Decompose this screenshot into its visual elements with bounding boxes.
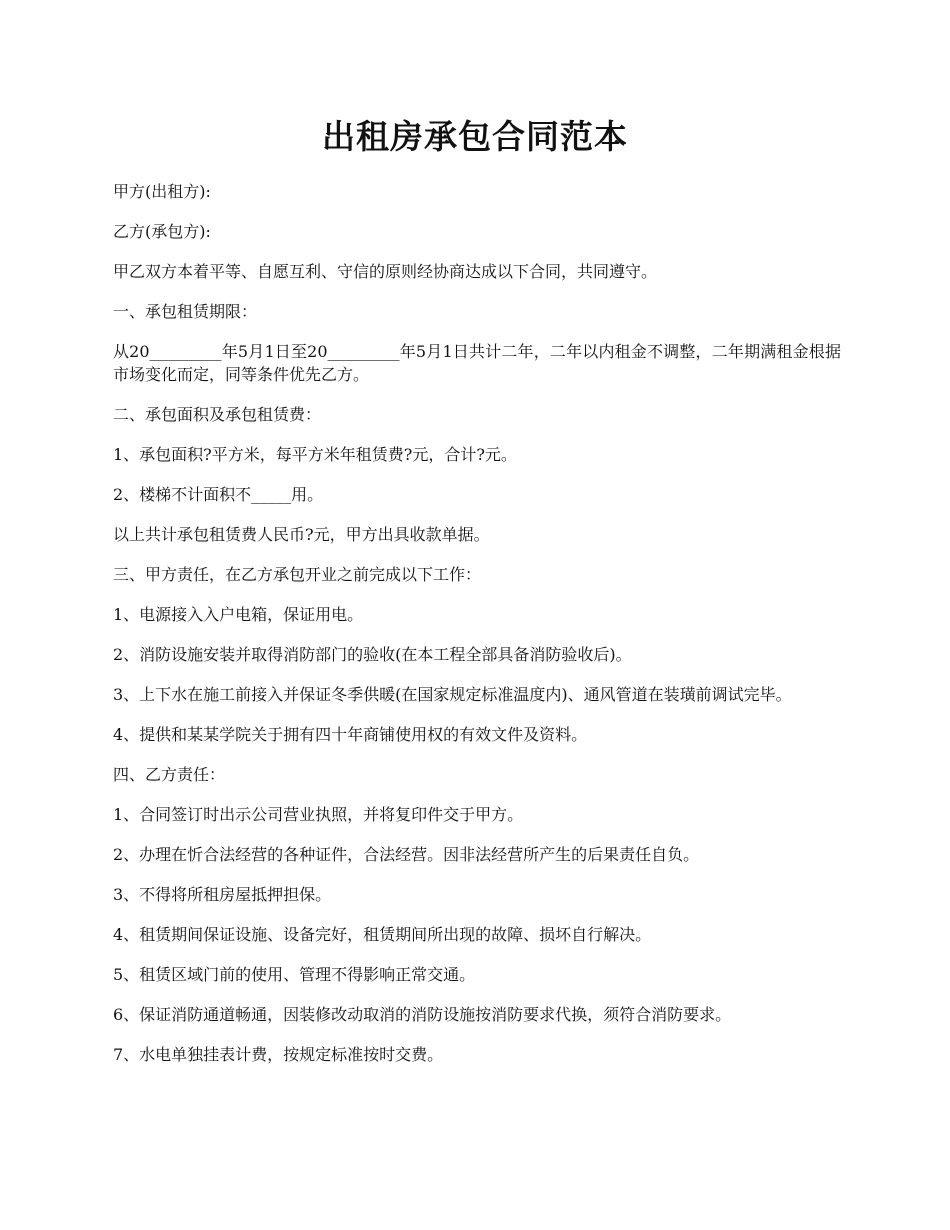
party-b-clause-5: 5、租赁区域门前的使用、管理不得影响正常交通。	[113, 965, 476, 984]
party-b-clause-2: 2、办理在忻合法经营的各种证件，合法经营。因非法经营所产生的后果责任自负。	[113, 845, 700, 864]
party-b-clause-7: 7、水电单独挂表计费，按规定标准按时交费。	[113, 1045, 444, 1064]
party-a-clause-4: 4、提供和某某学院关于拥有四十年商铺使用权的有效文件及资料。	[113, 725, 588, 744]
party-b-clause-4: 4、租赁期间保证设施、设备完好，租赁期间所出现的故障、损坏自行解决。	[113, 925, 652, 944]
section-heading-area-fee: 二、承包面积及承包租赁费：	[113, 405, 322, 424]
section-heading-party-b: 四、乙方责任：	[113, 765, 226, 784]
party-b-line: 乙方(承包方):	[113, 222, 211, 241]
section-heading-party-a: 三、甲方责任，在乙方承包开业之前完成以下工作：	[113, 565, 482, 584]
clause-stairs: 2、楼梯不计面积不_____用。	[113, 485, 324, 504]
section-heading-term: 一、承包租赁期限：	[113, 302, 258, 321]
party-b-clause-3: 3、不得将所租房屋抵押担保。	[113, 885, 332, 904]
party-a-line: 甲方(出租方):	[113, 182, 211, 201]
party-b-clause-6: 6、保证消防通道畅通，因装修改动取消的消防设施按消防要求代换，须符合消防要求。	[113, 1005, 732, 1024]
document-title: 出租房承包合同范本	[322, 117, 628, 156]
fee-total-paragraph: 以上共计承包租赁费人民币?元，甲方出具收款单据。	[113, 525, 490, 544]
term-paragraph: 从20_________年5月1日至20_________年5月1日共计二年，二年以内租金不调整，二年期满租金根据市场变化而定，同等条件优先乙方。	[113, 342, 841, 384]
party-a-clause-2: 2、消防设施安装并取得消防部门的验收(在本工程全部具备消防验收后)。	[113, 645, 632, 664]
party-b-clause-1: 1、合同签订时出示公司营业执照，并将复印件交于甲方。	[113, 805, 524, 824]
document-body	[113, 180, 841, 1083]
clause-area: 1、承包面积?平方米，每平方米年租赁费?元，合计?元。	[113, 445, 517, 464]
party-a-clause-3: 3、上下水在施工前接入并保证冬季供暖(在国家规定标准温度内)、通风管道在装璜前调试完毕。	[113, 685, 792, 704]
party-a-clause-1: 1、电源接入入户电箱，保证用电。	[113, 605, 364, 624]
intro-paragraph: 甲乙双方本着平等、自愿互利、守信的原则经协商达成以下合同，共同遵守。	[113, 262, 658, 281]
